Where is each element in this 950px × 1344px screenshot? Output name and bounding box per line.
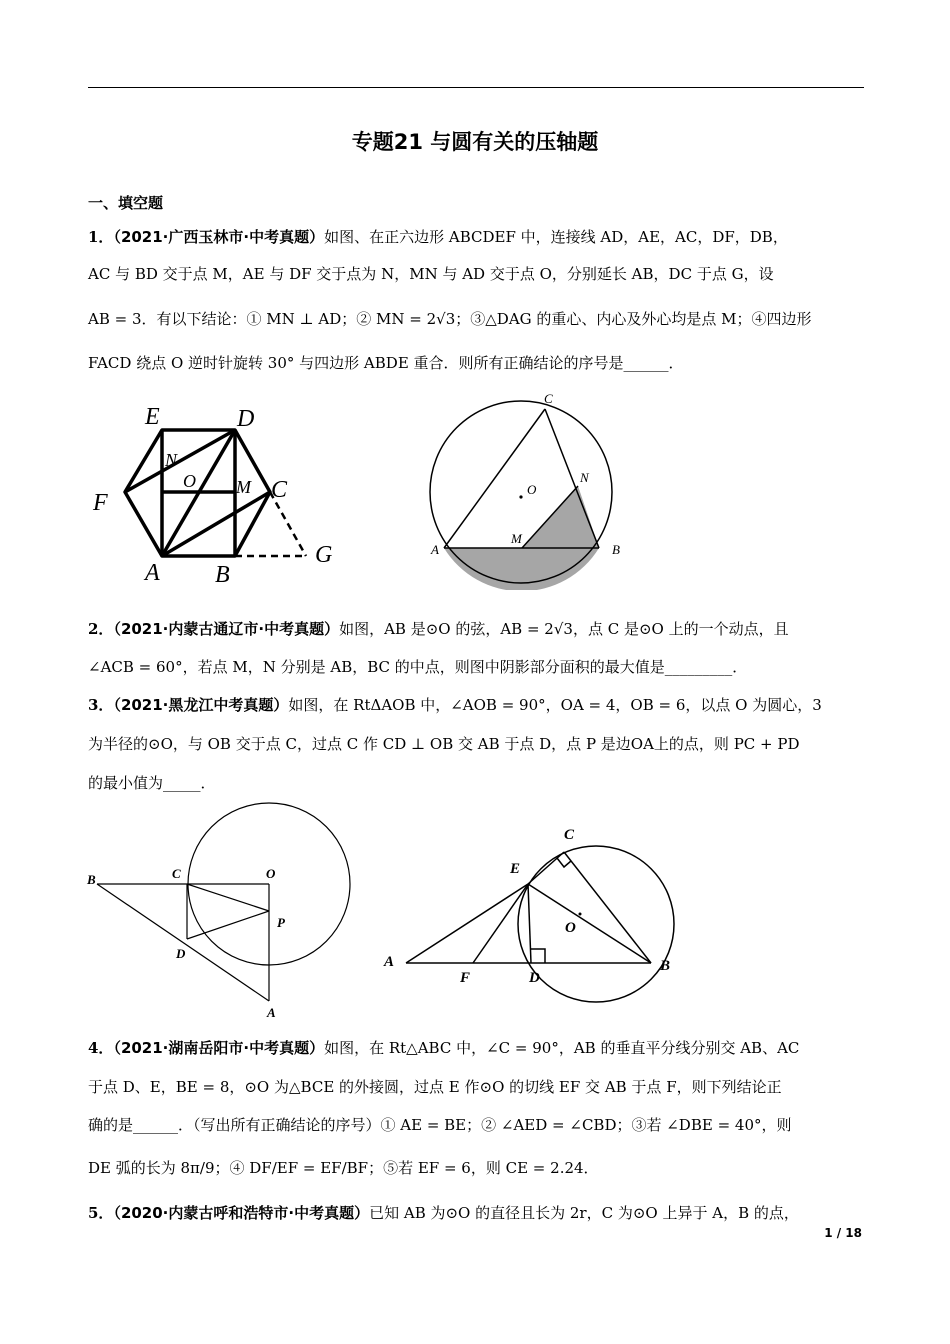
problem-source: （2021·广西玉林市·中考真题） bbox=[113, 228, 325, 246]
label-N: N bbox=[580, 470, 589, 485]
label-N: N bbox=[165, 450, 178, 470]
label-F: F bbox=[460, 970, 471, 986]
problem-number: 5． bbox=[88, 1204, 114, 1222]
problem-3-line-2: 为半径的⊙O，与 OB 交于点 C，过点 C 作 CD ⊥ OB 交 AB 于点 D，点 P 是边OA上的点，则 PC + PD bbox=[88, 735, 800, 753]
problem-text: 已知 AB 为⊙O 的直径且长为 2r，C 为⊙O 上异于 A，B 的点， bbox=[369, 1204, 799, 1222]
label-C: C bbox=[544, 391, 553, 406]
problem-4-line-4: DE 弧的长为 8π/9；④ DF/EF = EF/BF；⑤若 EF = 6，则 CE = 2.24． bbox=[88, 1159, 599, 1177]
problem-number: 2． bbox=[88, 620, 114, 638]
label-O: O bbox=[183, 471, 196, 491]
problem-1-line-2: AC 与 BD 交于点 M，AE 与 DF 交于点为 N，MN 与 AD 交于点 O，分别延长 AB，DC 于点 G，设 bbox=[88, 265, 774, 283]
label-B: B bbox=[660, 958, 671, 974]
label-C: C bbox=[172, 866, 181, 881]
problem-text: 如图、在正六边形 ABCDEF 中，连接线 AD，AE，AC，DF，DB， bbox=[324, 228, 788, 246]
label-O: O bbox=[527, 482, 537, 497]
problem-3-line-3: 的最小值为_____． bbox=[88, 774, 216, 792]
label-D: D bbox=[529, 970, 540, 986]
label-B: B bbox=[215, 562, 230, 588]
label-M: M bbox=[511, 531, 522, 546]
problem-source: （2020·内蒙古呼和浩特市·中考真题） bbox=[113, 1204, 370, 1222]
hexagon-figure bbox=[85, 395, 345, 590]
label-E: E bbox=[510, 861, 521, 877]
label-B: B bbox=[87, 872, 96, 887]
triangle-circle-figure bbox=[80, 800, 365, 1020]
problem-3-line-1 bbox=[88, 694, 864, 715]
problem-5-line-1 bbox=[88, 1202, 864, 1223]
problem-number: 4． bbox=[88, 1039, 114, 1057]
problem-4-line-1 bbox=[88, 1037, 864, 1058]
problem-text: 如图，在 Rt△ABC 中，∠C = 90°，AB 的垂直平分线分别交 AB、AC bbox=[324, 1039, 800, 1057]
label-D: D bbox=[237, 406, 255, 432]
label-P: P bbox=[277, 915, 285, 930]
page-title: 专题21 与圆有关的压轴题 bbox=[351, 130, 599, 154]
problem-1-line-1 bbox=[88, 226, 864, 247]
problem-text: 如图，在 RtΔAOB 中，∠AOB = 90°，OA = 4，OB = 6，以点 O 为圆心，3 bbox=[288, 696, 822, 714]
problem-text: 如图，AB 是⊙O 的弦，AB = 2√3，点 C 是⊙O 上的一个动点，且 bbox=[339, 620, 789, 638]
problem-source: （2021·黑龙江中考真题） bbox=[113, 696, 289, 714]
label-A: A bbox=[145, 560, 160, 586]
circle-shaded-figure bbox=[420, 385, 630, 590]
label-A: A bbox=[431, 542, 439, 557]
problem-2-line-1 bbox=[88, 618, 864, 639]
tangent-circle-figure bbox=[380, 820, 680, 1010]
label-C: C bbox=[271, 477, 288, 503]
label-B: B bbox=[612, 542, 620, 557]
problem-1-line-3: AB = 3．有以下结论：① MN ⊥ AD；② MN = 2√3；③△DAG 的重心、内心及外心均是点 M；④四边形 bbox=[88, 310, 812, 328]
label-C: C bbox=[564, 827, 575, 843]
label-O: O bbox=[565, 920, 576, 936]
section-heading: 一、填空题 bbox=[88, 194, 164, 212]
problem-2-line-2: ∠ACB = 60°，若点 M，N 分别是 AB，BC 的中点，则图中阴影部分面积的最大值是_________． bbox=[88, 658, 748, 676]
label-A: A bbox=[267, 1005, 276, 1020]
label-E: E bbox=[145, 404, 160, 430]
header-rule bbox=[88, 87, 864, 88]
problem-number: 3． bbox=[88, 696, 114, 714]
label-D: D bbox=[176, 946, 186, 961]
label-M: M bbox=[236, 477, 251, 497]
label-G: G bbox=[315, 542, 333, 568]
problem-4-line-2: 于点 D、E，BE = 8，⊙O 为△BCE 的外接圆，过点 E 作⊙O 的切线 EF 交 AB 于点 F，则下列结论正 bbox=[88, 1078, 782, 1096]
label-A: A bbox=[384, 954, 395, 970]
problem-source: （2021·湖南岳阳市·中考真题） bbox=[113, 1039, 325, 1057]
problem-number: 1． bbox=[88, 228, 114, 246]
problem-1-line-4: FACD 绕点 O 逆时针旋转 30° 与四边形 ABDE 重合．则所有正确结论的序号是______． bbox=[88, 354, 684, 372]
label-F: F bbox=[93, 490, 108, 516]
problem-source: （2021·内蒙古通辽市·中考真题） bbox=[113, 620, 340, 638]
page-number: 1 / 18 bbox=[824, 1226, 862, 1240]
label-O: O bbox=[266, 866, 276, 881]
problem-4-line-3: 确的是______．（写出所有正确结论的序号）① AE = BE；② ∠AED = ∠CBD；③若 ∠DBE = 40°，则 bbox=[88, 1116, 792, 1134]
